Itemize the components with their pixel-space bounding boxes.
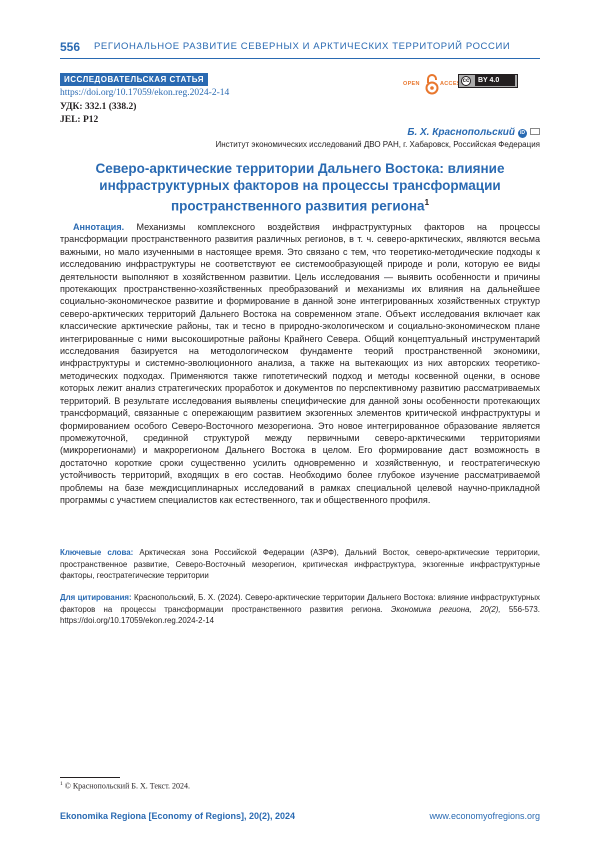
email-icon[interactable] <box>530 128 540 135</box>
abstract-label: Аннотация. <box>73 222 124 232</box>
cc-license-badge[interactable] <box>458 74 518 88</box>
footnote <box>60 781 190 791</box>
author-name: Б. Х. Краснопольский <box>407 127 515 138</box>
article-title-text: Северо-арктические территории Дальнего Востока: влияние инфраструктурных факторов на процессы трансформации пространственного развития региона <box>96 161 505 214</box>
keywords-label: Ключевые слова: <box>60 548 133 557</box>
header-divider <box>60 58 540 59</box>
keywords-text: Арктическая зона Российской Федерации (АЗРФ), Дальний Восток, северо-арктические территории, пространственное развитие, Северо-Восточный мезорегион, критическая инфраструктура, экзогенные инфраструктурные факторы, геостратегические территории <box>60 548 540 580</box>
jel-code: JEL: P12 <box>60 115 98 125</box>
abstract-text: Механизмы комплексного воздействия инфраструктурных факторов на процессы трансформации пространственного развития различных регионов, в т. ч. северо-арктических, являются весьма важными, но мало изученными в настоящее время. Это связано с тем, что теоретико-методические подходы к исследованию инфраструктуры не соответствуют ее системообразующей природе и роли, которую ее виды деятельности выполняют в хозяйственном развитии. Цель исследования — выявить особенности и причины протекающих пространственно-хозяйственных преобразований и механизмы их влияния на дальнейшее социально-экономическое развитие и формирование в данной зоне интегрированных хозяйственных структур северо-арктических территорий Дальнего Востока на современном этапе. Объект исследования включает как классические арктические районы, так и тесно в природно-экологическом и социально-экономическом плане интегрированные с ними высокоширотные районы Крайнего Севера. Общий концептуальный инструментарий исследования базируется на методологическом фундаменте теорий пространственной экономики, инфраструктуры и системно-эволюционного анализа, а также на вытекающих из них авторских теоретико-методических подходах. Применяются также гипотетический подход и методы косвенной оценки, в основе которых лежит анализ стратегических проработок и документов по перспективному развитию рассматриваемых территорий. В результате исследования выявлены специфические для данной зоны особенности протекающих трансформаций, связанные с опережающим развитием экзогенных элементов критической инфраструктуры и формированием особого Северо-Восточного мезорегиона. Это новое интегрированное образование является промежуточной, срединной структурой между первичными северо-арктическими территориями (микрорегионами) и макрорегионом Дальнего Востока в целом. Его формирование даст возможность в достаточно короткие сроки существенно усилить одновременно и хозяйственную, и геостратегическую устойчивость территорий, входящих в его состав. Необходимо более глубокое изучение рассматриваемой проблемы на базе междисциплинарных исследований в рамках специальной целевой научно-прикладной программы с участием специалистов как естественного, так и общественного профиля. <box>60 222 540 505</box>
abstract <box>60 221 540 506</box>
open-access-logo <box>403 73 459 97</box>
footnote-text: © Краснопольский Б. Х. Текст. 2024. <box>63 782 190 791</box>
citation <box>60 592 540 627</box>
cc-icon: cc <box>461 76 471 86</box>
citation-pages: 556-573. https://doi.org/10.17059/ekon.reg.2024-2-14 <box>60 605 540 626</box>
footer-website-link[interactable]: www.economyofregions.org <box>429 811 540 821</box>
citation-journal: Экономика региона, 20(2), <box>391 605 501 614</box>
udk-code: УДК: 332.1 (338.2) <box>60 102 136 112</box>
open-access-right-text: ACCESS <box>440 81 465 87</box>
running-header <box>60 40 540 58</box>
doi-link[interactable]: https://doi.org/10.17059/ekon.reg.2024-2-14 <box>60 88 229 98</box>
citation-text: Краснопольский, Б. Х. (2024). Северо-арктические территории Дальнего Востока: влияние инфраструктурных факторов на процессы трансформации пространственного развития региона. <box>60 593 540 614</box>
open-access-left-text: OPEN <box>403 81 420 87</box>
footnote-mark: 1 <box>60 781 63 787</box>
footer-journal: Ekonomika Regiona [Economy of Regions], 20(2), 2024 <box>60 811 295 821</box>
title-footnote-mark: 1 <box>425 198 429 207</box>
article-title <box>80 160 520 215</box>
footnote-divider <box>60 777 120 778</box>
article-type-badge: ИССЛЕДОВАТЕЛЬСКАЯ СТАТЬЯ <box>60 73 208 86</box>
keywords <box>60 547 540 582</box>
author-line <box>407 127 540 138</box>
citation-label: Для цитирования: <box>60 593 132 602</box>
license-label: BY 4.0 <box>475 75 515 86</box>
running-title: РЕГИОНАЛЬНОЕ РАЗВИТИЕ СЕВЕРНЫХ И АРКТИЧЕСКИХ ТЕРРИТОРИЙ РОССИИ <box>94 41 510 52</box>
author-affiliation: Институт экономических исследований ДВО РАН, г. Хабаровск, Российская Федерация <box>215 140 540 149</box>
page-number: 556 <box>60 40 80 54</box>
open-access-lock-icon <box>425 73 439 95</box>
orcid-icon[interactable]: iD <box>518 129 527 138</box>
